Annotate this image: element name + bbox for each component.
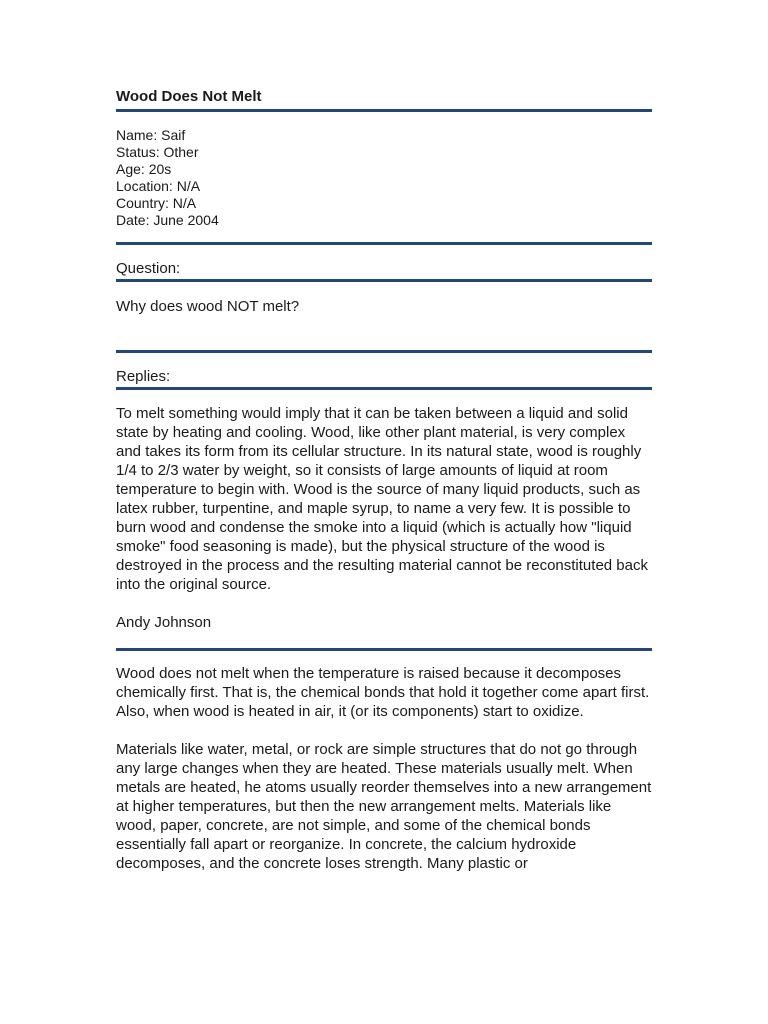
question-end-divider	[116, 350, 652, 353]
document-title: Wood Does Not Melt	[116, 88, 262, 105]
document-content	[116, 88, 652, 873]
meta-name: Name: Saif	[116, 127, 186, 143]
author-meta	[116, 127, 652, 229]
question-divider	[116, 279, 652, 282]
meta-country: Country: N/A	[116, 195, 197, 211]
reply-1-divider	[116, 648, 652, 651]
meta-date: Date: June 2004	[116, 212, 219, 228]
replies-divider	[116, 387, 652, 390]
reply-1-text: To melt something would imply that it can be taken between a liquid and solid state by heating and cooling. Wood, like other plant material, is very complex and takes its form from its cellular structure. In its natural state, wood is roughly 1/4 to 2/3 water by weight, so it consists of large amounts of liquid at room temperature to begin with. Wood is the source of many liquid products, such as latex rubber, turpentine, and maple syrup, to name a very few. It is possible to burn wood and condense the smoke into a liquid (which is actually how "liquid smoke" food seasoning is made), but the physical structure of the wood is destroyed in the process and the resulting material cannot be reconstituted back into the original source.	[116, 405, 648, 593]
meta-status: Status: Other	[116, 144, 199, 160]
meta-location: Location: N/A	[116, 178, 201, 194]
reply-1-author: Andy Johnson	[116, 614, 212, 631]
reply-2-paragraph-1: Wood does not melt when the temperature is raised because it decomposes chemically first. That is, the chemical bonds that hold it together come apart first. Also, when wood is heated in air, it (or its components) start to oxidize.	[116, 665, 650, 720]
title-divider	[116, 109, 652, 112]
reply-2-paragraph-2: Materials like water, metal, or rock are simple structures that do not go through any large changes when they are heated. These materials usually melt. When metals are heated, he atoms usually reorder themselves into a new arrangement at higher temperatures, but then the new arrangement melts. Materials like wood, paper, concrete, are not simple, and some of the chemical bonds essentially fall apart or reorganize. In concrete, the calcium hydroxide decomposes, and the concrete loses strength. Many plastic or	[116, 741, 652, 872]
meta-divider	[116, 242, 652, 245]
meta-age: Age: 20s	[116, 161, 172, 177]
question-text: Why does wood NOT melt?	[116, 298, 300, 315]
replies-label: Replies:	[116, 368, 171, 385]
question-label: Question:	[116, 260, 181, 277]
